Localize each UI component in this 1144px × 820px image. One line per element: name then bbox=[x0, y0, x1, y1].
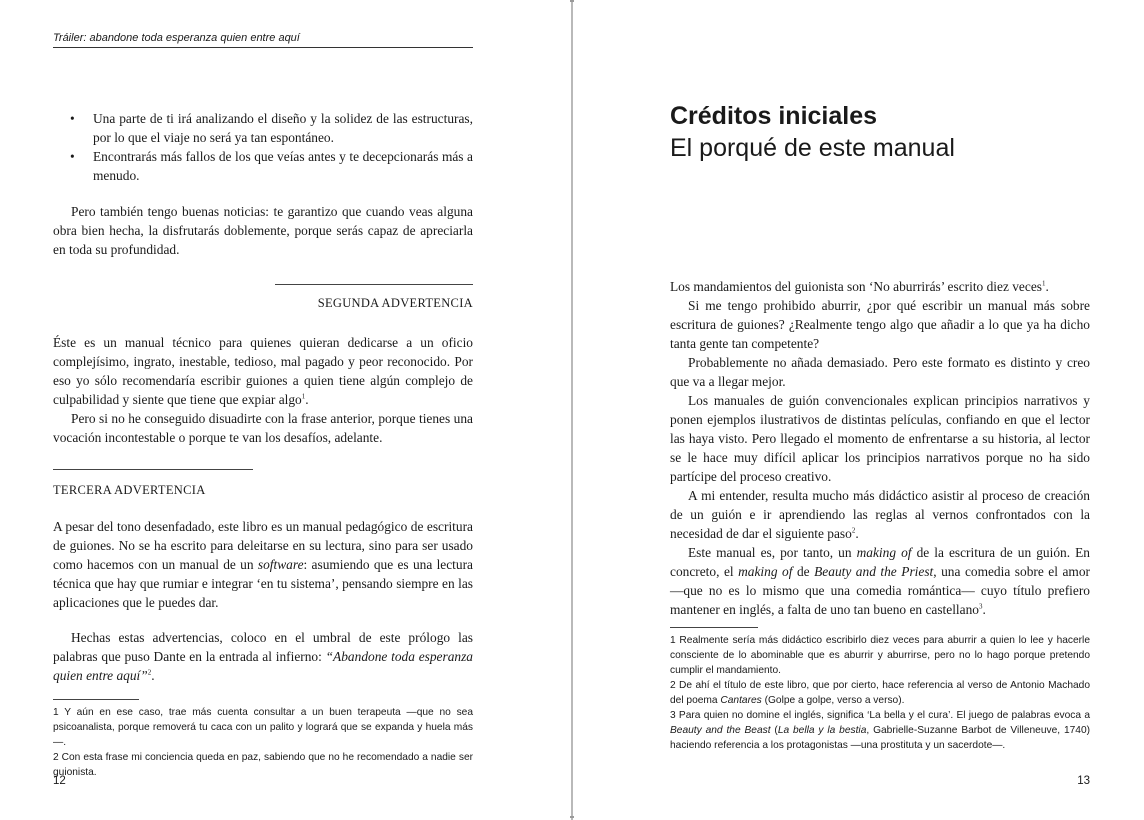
paragraph bbox=[53, 202, 473, 259]
section-divider bbox=[275, 284, 473, 285]
text-run: , Gabrielle-Suzanne Barbot de Villeneuve, 1740) haciendo referencia a los protagonistas —una prostituta y un sacerdote—. bbox=[670, 725, 1090, 751]
text-run: A pesar del tono desenfadado, este libro es un manual pedagógico de escritura de guiones. No se ha escrito para deleitarse en su lectura, sino para ser usado como hacemos con un manual de un bbox=[53, 519, 473, 572]
footnote-marker: 3 bbox=[978, 602, 983, 611]
italic-run: making of bbox=[856, 545, 912, 560]
paragraph bbox=[670, 296, 1090, 353]
italic-run: “Abandone toda esperanza quien entre aquí” bbox=[53, 649, 473, 683]
footnote-rule bbox=[670, 627, 758, 628]
text-run: . bbox=[305, 392, 309, 407]
text-run: 2 Con esta frase mi conciencia queda en paz, sabiendo que no he recomendado a nadie ser guionista. bbox=[53, 752, 473, 778]
page-number: 12 bbox=[53, 775, 66, 787]
text-run: . bbox=[1045, 279, 1049, 294]
chapter-body bbox=[670, 277, 1090, 619]
footnote-marker: 1 bbox=[1041, 279, 1046, 288]
text-run: . bbox=[855, 526, 859, 541]
text-run: . bbox=[982, 602, 986, 617]
running-header: Tráiler: abandone toda esperanza quien entre aquí bbox=[53, 32, 473, 48]
text-run: de bbox=[792, 564, 815, 579]
section-divider bbox=[53, 469, 253, 470]
section-title-segunda: SEGUNDA ADVERTENCIA bbox=[317, 296, 473, 310]
right-page bbox=[574, 0, 1144, 820]
footnotes bbox=[53, 705, 473, 780]
paragraph bbox=[670, 353, 1090, 391]
chapter-title: Créditos iniciales bbox=[670, 102, 878, 130]
italic-run: Beauty and the Priest bbox=[814, 564, 934, 579]
closing-paragraph bbox=[53, 628, 473, 685]
left-page bbox=[0, 0, 570, 820]
text-run: de la escritura de un guión. En concreto, el bbox=[670, 545, 1090, 579]
italic-run: software bbox=[257, 557, 304, 572]
chapter-subtitle: El porqué de este manual bbox=[670, 134, 955, 162]
text-run: (Golpe a golpe, verso a verso). bbox=[761, 695, 905, 706]
footnote-rule bbox=[53, 699, 139, 700]
paragraph bbox=[53, 705, 473, 750]
text-run: 1 Y aún en ese caso, trae más cuenta consultar a un buen terapeuta —que no sea psicoanalista, porque removerá tu caca con un palito y logrará que se expanda y huela más—. bbox=[53, 707, 473, 748]
text-run: ( bbox=[770, 725, 778, 736]
text-run: Hechas estas advertencias, coloco en el umbral de este prólogo las palabras que puso Dante en la entrada al infierno: bbox=[53, 630, 473, 664]
paragraph bbox=[53, 333, 473, 409]
paragraph bbox=[53, 517, 473, 612]
paragraph bbox=[670, 633, 1090, 678]
italic-run: Cantares bbox=[720, 695, 762, 706]
text-run: 2 De ahí el título de este libro, que por cierto, hace referencia al verso de Antonio Machado del poema bbox=[670, 680, 1090, 706]
bullet-list bbox=[53, 109, 473, 185]
paragraph bbox=[53, 409, 473, 447]
text-run: Éste es un manual técnico para quienes quieran dedicarse a un oficio complejísimo, ingrato, inestable, tedioso, mal pagado y peor reconocido. Por eso yo sólo recomendaría escribir guiones a quien tiene algún complejo de culpabilidad y siente que tiene que expiar algo bbox=[53, 335, 473, 407]
text-run: Pero si no he conseguido disuadirte con la frase anterior, porque tienes una vocación incontestable o porque te van los desafíos, adelante. bbox=[53, 411, 473, 445]
text-run: , una comedia sobre el amor —que no es lo mismo que una comedia romántica— cuyo título prefiero mantener en inglés, a falta de uno tan bueno en castellano bbox=[670, 564, 1090, 617]
text-run: A mi entender, resulta mucho más didáctico asistir al proceso de creación de un guión e ir aprendiendo las reglas al vernos confrontados con la necesidad de dar el siguiente paso bbox=[670, 488, 1090, 541]
text-run: Los mandamientos del guionista son ‘No aburrirás’ escrito diez veces bbox=[670, 279, 1042, 294]
bullet-item: • Encontrarás más fallos de los que veías antes y te decepcionarás más a menudo. bbox=[53, 147, 473, 185]
footnote-marker: 1 bbox=[301, 392, 306, 401]
text-run: Pero también tengo buenas noticias: te garantizo que cuando veas alguna obra bien hecha, la disfrutarás doblemente, porque serás capaz de apreciarla en toda su profundidad. bbox=[53, 204, 473, 257]
paragraph bbox=[670, 486, 1090, 543]
paragraph bbox=[670, 543, 1090, 619]
paragraph-good-news bbox=[53, 202, 473, 259]
paragraph bbox=[670, 391, 1090, 486]
italic-run: making of bbox=[738, 564, 793, 579]
text-run: Este manual es, por tanto, un bbox=[688, 545, 857, 560]
italic-run: La bella y la bestia bbox=[777, 725, 867, 736]
text-run: Probablemente no añada demasiado. Pero este formato es distinto y creo que va a llegar mejor. bbox=[670, 355, 1090, 389]
text-run: : asumiendo que es una lectura técnica que hay que rumiar e integrar ‘en tu sistema’, pensando siempre en las aplicaciones que le puedes dar. bbox=[53, 557, 473, 610]
footnote-marker: 2 bbox=[851, 526, 856, 535]
section-segunda-body bbox=[53, 333, 473, 447]
italic-run: Beauty and the Beast bbox=[670, 725, 771, 736]
book-spine bbox=[571, 0, 573, 820]
paragraph bbox=[670, 708, 1090, 753]
text-run: . bbox=[151, 668, 155, 683]
paragraph bbox=[670, 277, 1090, 296]
section-tercera-body bbox=[53, 517, 473, 612]
footnotes bbox=[670, 633, 1090, 753]
footnote-marker: 2 bbox=[147, 668, 152, 677]
page-number: 13 bbox=[1077, 775, 1090, 787]
section-title-tercera: TERCERA ADVERTENCIA bbox=[53, 483, 206, 497]
text-run: 3 Para quien no domine el inglés, significa ‘La bella y el cura’. El juego de palabras evoca a bbox=[670, 710, 1090, 721]
text-run: 1 Realmente sería más didáctico escribirlo diez veces para aburrir a quien lo lee y hacerle consciente de lo abominable que es aburrir y aburrirse, pero no lo hago porque pretendo cumplir el mandamiento. bbox=[670, 635, 1090, 676]
text-run: Si me tengo prohibido aburrir, ¿por qué escribir un manual más sobre escritura de guiones? ¿Realmente tengo algo que añadir a lo que ya ha dicho tanta gente tan competente? bbox=[670, 298, 1090, 351]
paragraph bbox=[53, 750, 473, 780]
text-run: Los manuales de guión convencionales explican principios narrativos y ponen ejemplos ilustrativos de distintas películas, confiando en que el lector las haya visto. Pero llegado el momento de enfrentarse a su historia, al lector se le hace muy difícil aplicar los principios narrativos porque no ha sido partícipe del proceso creativo. bbox=[670, 393, 1090, 484]
paragraph bbox=[53, 628, 473, 685]
bullet-item: • Una parte de ti irá analizando el diseño y la solidez de las estructuras, por lo que el viaje no será ya tan espontáneo. bbox=[53, 109, 473, 147]
paragraph bbox=[670, 678, 1090, 708]
